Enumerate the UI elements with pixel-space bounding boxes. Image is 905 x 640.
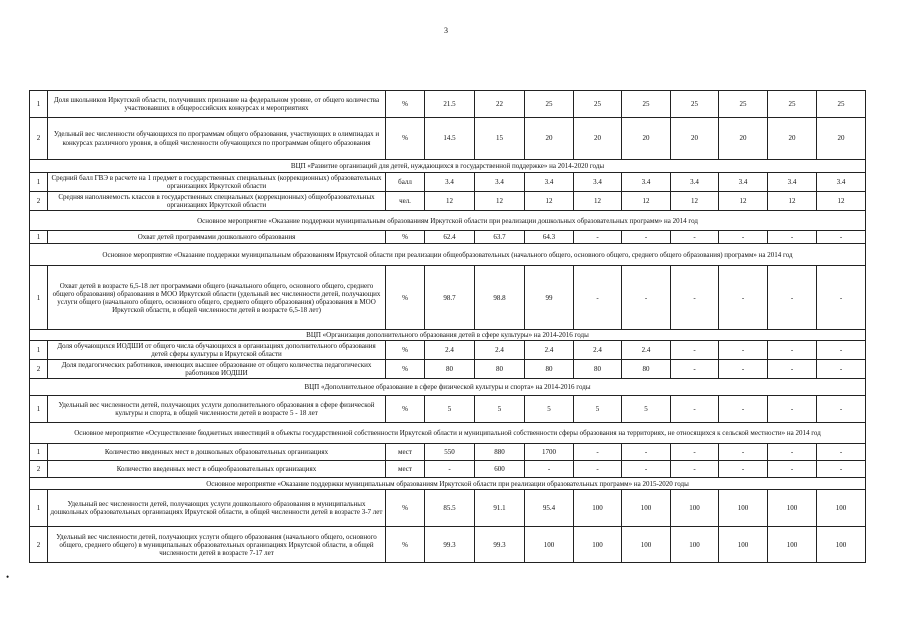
indicator-row bbox=[30, 192, 866, 211]
value-cell: 2.4 bbox=[622, 341, 671, 360]
value-cell: - bbox=[719, 360, 768, 379]
value-cell: 100 bbox=[525, 527, 574, 563]
indicator-row bbox=[30, 444, 866, 461]
value-cell: 100 bbox=[671, 527, 719, 563]
value-cell: 100 bbox=[622, 527, 671, 563]
value-cell: 100 bbox=[719, 527, 768, 563]
value-cell: - bbox=[622, 231, 671, 244]
unit-cell: % bbox=[386, 341, 425, 360]
unit-cell: % bbox=[386, 490, 425, 527]
value-cell: 25 bbox=[525, 91, 574, 118]
section-header-row bbox=[30, 160, 866, 173]
value-cell: 12 bbox=[574, 192, 622, 211]
value-cell: - bbox=[817, 461, 866, 478]
value-cell: - bbox=[768, 341, 817, 360]
row-number: 1 bbox=[30, 266, 48, 330]
value-cell: 5 bbox=[574, 396, 622, 423]
value-cell: - bbox=[768, 461, 817, 478]
unit-cell: мест bbox=[386, 461, 425, 478]
value-cell: 25 bbox=[622, 91, 671, 118]
indicator-row bbox=[30, 266, 866, 330]
value-cell: 100 bbox=[817, 490, 866, 527]
value-cell: 80 bbox=[574, 360, 622, 379]
value-cell: 20 bbox=[768, 118, 817, 160]
section-header-row bbox=[30, 423, 866, 444]
value-cell: 3.4 bbox=[817, 173, 866, 192]
indicator-name: Доля школьников Иркутской области, получивших признание на федеральном уровне, от общего количества участвовавших в общероссийских конкурсах и мероприятиях bbox=[48, 91, 386, 118]
value-cell: 15 bbox=[475, 118, 525, 160]
value-cell: 100 bbox=[671, 490, 719, 527]
value-cell: - bbox=[817, 231, 866, 244]
unit-cell: % bbox=[386, 118, 425, 160]
section-header-row bbox=[30, 244, 866, 266]
unit-cell: чел. bbox=[386, 192, 425, 211]
value-cell: - bbox=[671, 444, 719, 461]
indicator-row bbox=[30, 173, 866, 192]
indicator-name: Доля педагогических работников, имеющих высшее образование от общего количества педагогических работников ИОДШИ bbox=[48, 360, 386, 379]
indicator-name: Количество введенных мест в дошкольных образовательных организациях bbox=[48, 444, 386, 461]
row-number: 1 bbox=[30, 91, 48, 118]
value-cell: 20 bbox=[525, 118, 574, 160]
indicator-name: Охват детей в возрасте 6,5-18 лет программами общего (начального общего, основного общего, среднего общего образования) образования в МОО Иркутской области (удельный вес численности детей, получающих услуги общего (начального общего, основного общего, среднего общего образования) образования в МОО Иркутской области, в общей численности детей в возрасте 6,5-18 лет) bbox=[48, 266, 386, 330]
value-cell: 91.1 bbox=[475, 490, 525, 527]
row-number: 2 bbox=[30, 527, 48, 563]
value-cell: 12 bbox=[622, 192, 671, 211]
indicator-row bbox=[30, 91, 866, 118]
indicator-row bbox=[30, 527, 866, 563]
row-number: 2 bbox=[30, 118, 48, 160]
value-cell: 100 bbox=[622, 490, 671, 527]
value-cell: 12 bbox=[719, 192, 768, 211]
value-cell: 85.5 bbox=[425, 490, 475, 527]
value-cell: - bbox=[719, 266, 768, 330]
value-cell: - bbox=[622, 444, 671, 461]
unit-cell: % bbox=[386, 91, 425, 118]
value-cell: 5 bbox=[525, 396, 574, 423]
value-cell: 80 bbox=[475, 360, 525, 379]
value-cell: - bbox=[671, 231, 719, 244]
unit-cell: % bbox=[386, 231, 425, 244]
value-cell: 100 bbox=[817, 527, 866, 563]
section-header-row bbox=[30, 330, 866, 341]
indicator-row bbox=[30, 396, 866, 423]
value-cell: 62.4 bbox=[425, 231, 475, 244]
value-cell: - bbox=[671, 341, 719, 360]
value-cell: - bbox=[671, 461, 719, 478]
value-cell: 3.4 bbox=[671, 173, 719, 192]
value-cell: 12 bbox=[475, 192, 525, 211]
value-cell: 12 bbox=[671, 192, 719, 211]
row-number: 2 bbox=[30, 360, 48, 379]
value-cell: 80 bbox=[622, 360, 671, 379]
value-cell: - bbox=[622, 461, 671, 478]
value-cell: 12 bbox=[768, 192, 817, 211]
value-cell: 25 bbox=[671, 91, 719, 118]
value-cell: - bbox=[768, 396, 817, 423]
row-number: 1 bbox=[30, 490, 48, 527]
value-cell: - bbox=[817, 266, 866, 330]
indicator-row bbox=[30, 341, 866, 360]
value-cell: 98.8 bbox=[475, 266, 525, 330]
value-cell: 98.7 bbox=[425, 266, 475, 330]
value-cell: 2.4 bbox=[425, 341, 475, 360]
value-cell: 1700 bbox=[525, 444, 574, 461]
value-cell: 20 bbox=[817, 118, 866, 160]
value-cell: 25 bbox=[574, 91, 622, 118]
value-cell: 100 bbox=[768, 490, 817, 527]
section-title: ВЦП «Дополнительное образование в сфере физической культуры и спорта» на 2014-2016 годы bbox=[30, 379, 866, 396]
value-cell: 12 bbox=[425, 192, 475, 211]
section-header-row bbox=[30, 211, 866, 231]
value-cell: 100 bbox=[719, 490, 768, 527]
value-cell: 64.3 bbox=[525, 231, 574, 244]
indicator-name: Удельный вес численности обучающихся по программам общего образования, участвующих в олимпиадах и конкурсах различного уровня, в общей численности обучающихся по программам общего образования bbox=[48, 118, 386, 160]
value-cell: - bbox=[719, 341, 768, 360]
row-number: 1 bbox=[30, 231, 48, 244]
value-cell: - bbox=[768, 231, 817, 244]
value-cell: - bbox=[574, 461, 622, 478]
value-cell: 5 bbox=[425, 396, 475, 423]
indicator-name: Средний балл ГВЭ в расчете на 1 предмет в государственных специальных (коррекционных) образовательных организациях Иркутской области bbox=[48, 173, 386, 192]
value-cell: - bbox=[671, 266, 719, 330]
page-number: 3 bbox=[444, 26, 448, 35]
value-cell: 20 bbox=[622, 118, 671, 160]
value-cell: 2.4 bbox=[475, 341, 525, 360]
unit-cell: балл bbox=[386, 173, 425, 192]
value-cell: 3.4 bbox=[475, 173, 525, 192]
value-cell: - bbox=[817, 444, 866, 461]
unit-cell: мест bbox=[386, 444, 425, 461]
value-cell: 3.4 bbox=[622, 173, 671, 192]
indicator-name: Количество введенных мест в общеобразовательных организациях bbox=[48, 461, 386, 478]
section-title: Основное мероприятие «Оказание поддержки муниципальным образованиям Иркутской области при реализации общеобразовательных (начального общего, основного общего, среднего общего образования) программ» на 2014 год bbox=[30, 244, 866, 266]
value-cell: 3.4 bbox=[574, 173, 622, 192]
value-cell: 5 bbox=[622, 396, 671, 423]
section-title: ВЦП «Организация дополнительного образования детей в сфере культуры» на 2014-2016 годы bbox=[30, 330, 866, 341]
value-cell: 80 bbox=[525, 360, 574, 379]
section-title: Основное мероприятие «Осуществление бюджетных инвестиций в объекты государственной собственности Иркутской области и муниципальной собственности сферы образования на территориях, не относящихся к сельской местности» на 2014 год bbox=[30, 423, 866, 444]
margin-mark: • bbox=[6, 572, 10, 582]
indicator-row bbox=[30, 461, 866, 478]
value-cell: - bbox=[622, 266, 671, 330]
value-cell: - bbox=[768, 444, 817, 461]
value-cell: 3.4 bbox=[719, 173, 768, 192]
row-number: 2 bbox=[30, 461, 48, 478]
value-cell: - bbox=[719, 396, 768, 423]
value-cell: 25 bbox=[719, 91, 768, 118]
value-cell: - bbox=[817, 341, 866, 360]
value-cell: 100 bbox=[768, 527, 817, 563]
unit-cell: % bbox=[386, 527, 425, 563]
indicator-name: Удельный вес численности детей, получающих услуги общего образования (начального общего, основного общего, среднего общего) в муниципальных образовательных организациях Иркутской области, в общей численности детей в возрасте 7-17 лет bbox=[48, 527, 386, 563]
value-cell: 2.4 bbox=[525, 341, 574, 360]
row-number: 2 bbox=[30, 192, 48, 211]
value-cell: 95.4 bbox=[525, 490, 574, 527]
value-cell: 3.4 bbox=[525, 173, 574, 192]
value-cell: 20 bbox=[671, 118, 719, 160]
value-cell: - bbox=[719, 231, 768, 244]
value-cell: 22 bbox=[475, 91, 525, 118]
value-cell: - bbox=[719, 444, 768, 461]
indicator-name: Доля обучающихся ИОДШИ от общего числа обучающихся в организациях дополнительного образования детей сферы культуры в Иркутской области bbox=[48, 341, 386, 360]
value-cell: 20 bbox=[719, 118, 768, 160]
value-cell: - bbox=[574, 231, 622, 244]
value-cell: 100 bbox=[574, 527, 622, 563]
value-cell: - bbox=[574, 444, 622, 461]
section-title: Основное мероприятие «Оказание поддержки муниципальным образованиям Иркутской области при реализации образовательных программ» на 2015-2020 годы bbox=[30, 478, 866, 490]
value-cell: 20 bbox=[574, 118, 622, 160]
value-cell: - bbox=[817, 396, 866, 423]
value-cell: 3.4 bbox=[768, 173, 817, 192]
value-cell: 550 bbox=[425, 444, 475, 461]
value-cell: - bbox=[671, 360, 719, 379]
value-cell: 100 bbox=[574, 490, 622, 527]
section-header-row bbox=[30, 379, 866, 396]
value-cell: 600 bbox=[475, 461, 525, 478]
value-cell: 3.4 bbox=[425, 173, 475, 192]
value-cell: 880 bbox=[475, 444, 525, 461]
section-header-row bbox=[30, 478, 866, 490]
indicator-row bbox=[30, 360, 866, 379]
indicator-name: Средняя наполняемость классов в государственных специальных (коррекционных) общеобразовательных организациях Иркутской области bbox=[48, 192, 386, 211]
value-cell: 63.7 bbox=[475, 231, 525, 244]
value-cell: - bbox=[768, 266, 817, 330]
value-cell: 21.5 bbox=[425, 91, 475, 118]
value-cell: - bbox=[768, 360, 817, 379]
value-cell: 12 bbox=[817, 192, 866, 211]
value-cell: - bbox=[671, 396, 719, 423]
unit-cell: % bbox=[386, 360, 425, 379]
value-cell: 99.3 bbox=[475, 527, 525, 563]
value-cell: 80 bbox=[425, 360, 475, 379]
indicator-name: Охват детей программами дошкольного образования bbox=[48, 231, 386, 244]
row-number: 1 bbox=[30, 341, 48, 360]
value-cell: 25 bbox=[768, 91, 817, 118]
value-cell: - bbox=[817, 360, 866, 379]
indicator-row bbox=[30, 490, 866, 527]
indicators-table bbox=[29, 90, 866, 563]
value-cell: - bbox=[719, 461, 768, 478]
section-title: ВЦП «Развитие организаций для детей, нуждающихся в государственной поддержке» на 2014-2020 годы bbox=[30, 160, 866, 173]
value-cell: 14.5 bbox=[425, 118, 475, 160]
value-cell: 12 bbox=[525, 192, 574, 211]
indicator-row bbox=[30, 231, 866, 244]
indicator-row bbox=[30, 118, 866, 160]
value-cell: - bbox=[525, 461, 574, 478]
unit-cell: % bbox=[386, 396, 425, 423]
indicator-name: Удельный вес численности детей, получающих услуги дополнительного образования в сфере физической культуры и спорта, в общей численности детей в возрасте 5 - 18 лет bbox=[48, 396, 386, 423]
row-number: 1 bbox=[30, 444, 48, 461]
unit-cell: % bbox=[386, 266, 425, 330]
value-cell: 99 bbox=[525, 266, 574, 330]
row-number: 1 bbox=[30, 396, 48, 423]
value-cell: 2.4 bbox=[574, 341, 622, 360]
value-cell: 25 bbox=[817, 91, 866, 118]
row-number: 1 bbox=[30, 173, 48, 192]
value-cell: 5 bbox=[475, 396, 525, 423]
indicator-name: Удельный вес численности детей, получающих услуги дошкольного образования в муниципальных дошкольных образовательных организациях Иркутской области, в общей численности детей в возрасте 3-7 лет bbox=[48, 490, 386, 527]
value-cell: - bbox=[425, 461, 475, 478]
value-cell: - bbox=[574, 266, 622, 330]
section-title: Основное мероприятие «Оказание поддержки муниципальным образованиям Иркутской области при реализации дошкольных образовательных программ» на 2014 год bbox=[30, 211, 866, 231]
value-cell: 99.3 bbox=[425, 527, 475, 563]
